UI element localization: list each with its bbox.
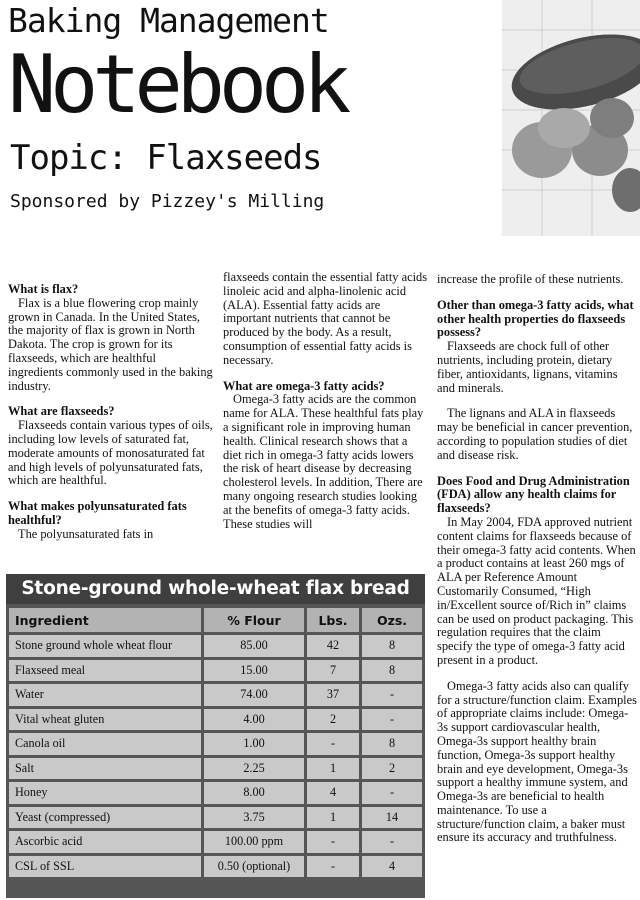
table-header-row	[9, 608, 422, 632]
col-header-ingredient: Ingredient	[9, 608, 201, 632]
table-row	[9, 733, 422, 755]
cell-ozs: -	[362, 831, 422, 853]
article-column-1	[8, 271, 213, 554]
q-polyunsaturated: What makes polyunsaturated fats healthful?	[8, 499, 187, 527]
cell-ozs: 8	[362, 660, 422, 682]
cell-flour: 2.25	[204, 758, 304, 780]
a-other-properties: Flaxseeds are chock full of other nutrients, including protein, dietary fiber, antioxidants, lignans, vitamins and minerals.	[437, 339, 618, 395]
cell-flour: 15.00	[204, 660, 304, 682]
cell-ozs: -	[362, 684, 422, 706]
cell-ozs: 8	[362, 733, 422, 755]
recipe-title: Stone-ground whole-wheat flax bread	[6, 574, 425, 604]
table-row	[9, 660, 422, 682]
cell-ingredient: Yeast (compressed)	[9, 807, 201, 829]
cell-flour: 100.00 ppm	[204, 831, 304, 853]
cell-ozs: 4	[362, 856, 422, 878]
a-polyunsaturated: The polyunsaturated fats in	[18, 526, 154, 541]
cell-ingredient: Flaxseed meal	[9, 660, 201, 682]
cell-flour: 85.00	[204, 635, 304, 657]
col-header-ozs: Ozs.	[362, 608, 422, 632]
article-column-3	[437, 273, 637, 857]
cell-flour: 3.75	[204, 807, 304, 829]
cell-lbs: 7	[307, 660, 359, 682]
cell-ingredient: Ascorbic acid	[9, 831, 201, 853]
cell-ingredient: Salt	[9, 758, 201, 780]
a-fda-claims: In May 2004, FDA approved nutrient content claims for flaxseeds because of their omega-3 fatty acid contents. When a product contains at least 260 mgs of ALA per Reference Amount Customarily Consumed, “High in/Excellent source of/Rich in” claims can be used on product packaging. This regulation requires that the claim specify the type of omega-3 fatty acid present in a product.	[437, 514, 636, 667]
masthead-title: Notebook	[8, 38, 346, 131]
cell-lbs: 1	[307, 807, 359, 829]
table-row	[9, 807, 422, 829]
col-header-flour: % Flour	[204, 608, 304, 632]
cell-lbs: 1	[307, 758, 359, 780]
cell-flour: 1.00	[204, 733, 304, 755]
masthead-line1: Baking Management	[8, 1, 329, 40]
a-what-are-flaxseeds: Flaxseeds contain various types of oils, including low levels of saturated fat, moderate amounts of monosaturated fat and high levels of polyunsaturated fats, which are healthful.	[8, 418, 213, 488]
cell-ozs: 8	[362, 635, 422, 657]
cell-lbs: -	[307, 733, 359, 755]
cell-ingredient: CSL of SSL	[9, 856, 201, 878]
q-other-properties: Other than omega-3 fatty acids, what other health properties do flaxseeds possess?	[437, 297, 634, 340]
table-row	[9, 684, 422, 706]
a-lignans: The lignans and ALA in flaxseeds may be beneficial in cancer prevention, according to population studies of diet and disease risk.	[437, 406, 633, 462]
col-header-lbs: Lbs.	[307, 608, 359, 632]
cell-ozs: -	[362, 782, 422, 804]
cell-ingredient: Water	[9, 684, 201, 706]
table-row	[9, 782, 422, 804]
table-row	[9, 831, 422, 853]
cell-lbs: 37	[307, 684, 359, 706]
table-row	[9, 758, 422, 780]
a-omega3: Omega-3 fatty acids are the common name for ALA. These healthful fats play a significant role in improving human health. Clinical research shows that a diet rich in omega-3 fatty acids lowers the risk of heart disease by decreasing cholesterol levels. In addition, There are many ongoing research studies looking at the benefits of omega-3 fatty acids. These studies will	[223, 392, 424, 531]
q-fda-claims: Does Food and Drug Administration (FDA) allow any health claims for flaxseeds?	[437, 473, 630, 516]
cell-lbs: -	[307, 831, 359, 853]
table-row	[9, 856, 422, 878]
cell-ozs: 14	[362, 807, 422, 829]
cell-flour: 74.00	[204, 684, 304, 706]
table-row	[9, 635, 422, 657]
recipe-table	[6, 605, 425, 880]
cell-ingredient: Stone ground whole wheat flour	[9, 635, 201, 657]
cell-lbs: 4	[307, 782, 359, 804]
a-omega3-cont: increase the profile of these nutrients.	[437, 272, 624, 286]
q-what-are-flaxseeds: What are flaxseeds?	[8, 404, 115, 419]
cell-lbs: 42	[307, 635, 359, 657]
cell-flour: 4.00	[204, 709, 304, 731]
article-column-2	[223, 271, 428, 543]
cell-ingredient: Honey	[9, 782, 201, 804]
q-omega3: What are omega-3 fatty acids?	[223, 378, 385, 393]
table-row	[9, 709, 422, 731]
a-structure-claims: Omega-3 fatty acids also can qualify for a structure/function claim. Examples of appropriate claims include: Omega-3s support cardiovascular health, Omega-3s support healthy brain function, Omega-3s support healthy brain and eye development, Omega-3s support a healthy immune system, and Omega-3s are beneficial to health maintenance. To use a structure/function claim, a baker must ensure its accuracy and truthfulness.	[437, 678, 637, 845]
q-what-is-flax: What is flax?	[8, 282, 79, 296]
bread-photo-illustration	[502, 0, 640, 236]
cell-ingredient: Canola oil	[9, 733, 201, 755]
cell-ozs: -	[362, 709, 422, 731]
topic-heading: Topic: Flaxseeds	[10, 138, 322, 178]
sponsor-line: Sponsored by Pizzey's Milling	[10, 191, 325, 212]
cell-lbs: -	[307, 856, 359, 878]
cell-ingredient: Vital wheat gluten	[9, 709, 201, 731]
a-what-is-flax: Flax is a blue flowering crop mainly grown in Canada. In the United States, the majority of flax is grown in North Dakota. The crop is grown for its flaxseeds, which are healthful ingredients commonly used in the baking industry.	[8, 295, 213, 393]
cell-flour: 0.50 (optional)	[204, 856, 304, 878]
recipe-table-panel	[6, 574, 425, 898]
cell-ozs: 2	[362, 758, 422, 780]
a-polyunsaturated-cont: flaxseeds contain the essential fatty acids linoleic acid and alpha-linolenic acid (ALA). Essential fatty acids are important nutrients that cannot be produced by the body. As a result, consumption of essential fatty acids is necessary.	[223, 270, 428, 367]
cell-lbs: 2	[307, 709, 359, 731]
cell-flour: 8.00	[204, 782, 304, 804]
bread-photo	[502, 0, 640, 236]
